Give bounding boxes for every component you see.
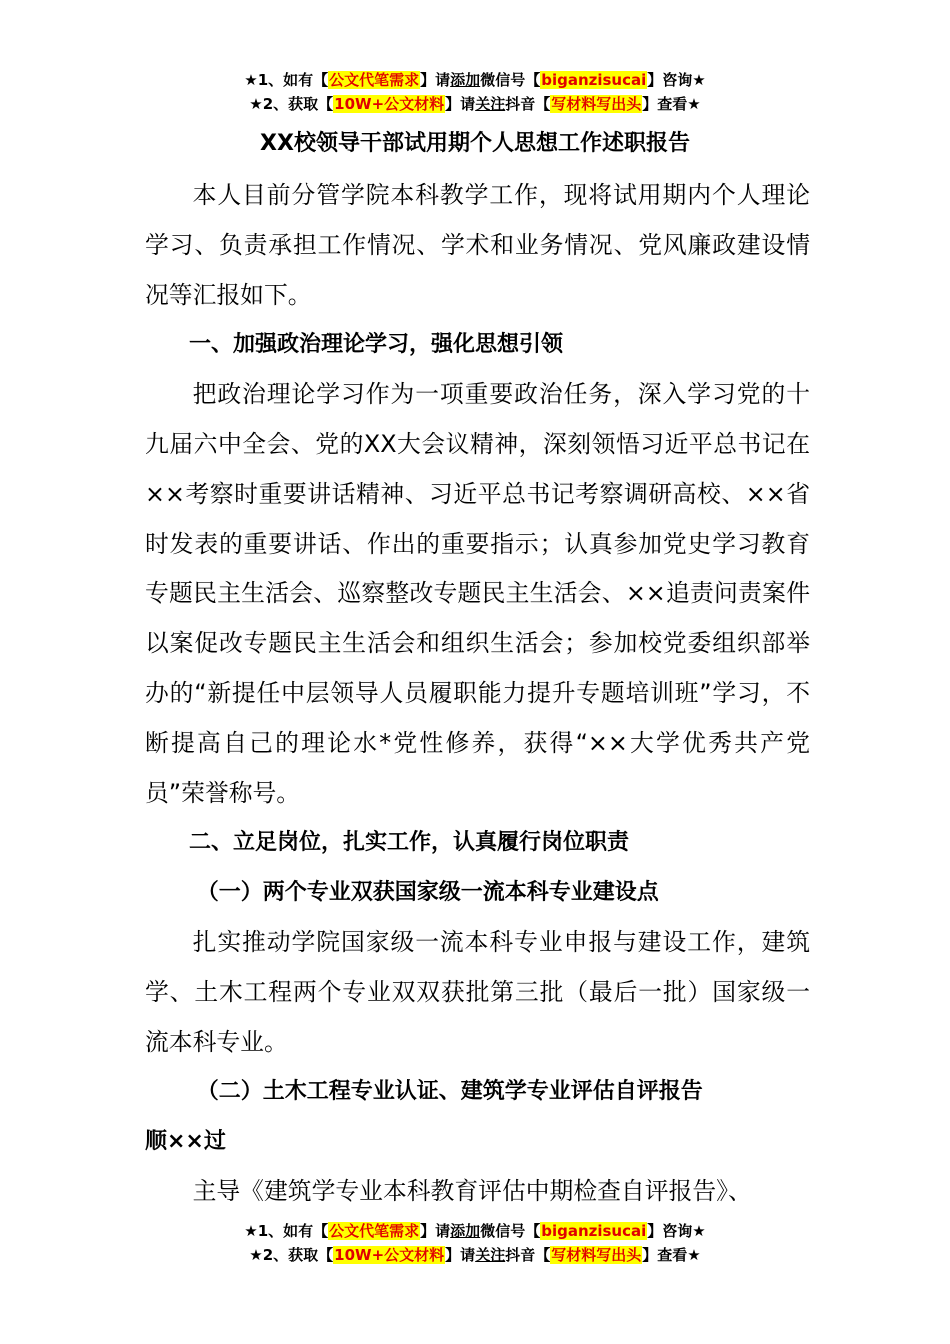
star-icon: ★ (687, 95, 701, 113)
subsection-heading-2-line1: （二）土木工程专业认证、建筑学专业评估自评报告 (196, 1079, 703, 1105)
banner-line-1 (0, 68, 950, 92)
highlight-wechat-id: biganzisucai (541, 1222, 647, 1240)
banner-text: 】查看 (642, 1246, 688, 1264)
highlight-wechat-id: biganzisucai (541, 71, 647, 89)
banner-underlined-text: 关注 (475, 1246, 506, 1264)
banner-line-2 (0, 92, 950, 116)
banner-text: 】请 (420, 1222, 451, 1240)
banner-text: 抖音【 (505, 95, 551, 113)
highlight-service: 公文代笔需求 (329, 71, 420, 89)
banner-text: 1、如有【 (257, 1222, 329, 1240)
banner-text: 2、获取【 (262, 95, 334, 113)
banner-text: 】查看 (642, 95, 688, 113)
banner-text: 】请 (445, 95, 476, 113)
banner-text: 抖音【 (505, 1246, 551, 1264)
highlight-douyin: 写材料写出头 (551, 1246, 642, 1264)
top-banner (0, 68, 950, 116)
banner-text: 】咨询 (647, 71, 693, 89)
star-icon: ★ (687, 1246, 701, 1264)
section-heading-2: 二、立足岗位，扎实工作，认真履行岗位职责 (189, 830, 630, 856)
banner-text: 】咨询 (647, 1222, 693, 1240)
banner-line-2 (0, 1243, 950, 1267)
star-icon: ★ (249, 1246, 263, 1264)
document-body (145, 171, 810, 1217)
banner-text: 微信号【 (480, 1222, 541, 1240)
banner-line-1 (0, 1219, 950, 1243)
subsection-heading-1: （一）两个专业双获国家级一流本科专业建设点 (196, 880, 659, 906)
subsection2-paragraph: 主导《建筑学专业本科教育评估中期检查自评报告》、 (192, 1176, 752, 1205)
highlight-service: 公文代笔需求 (329, 1222, 420, 1240)
highlight-douyin: 写材料写出头 (551, 95, 642, 113)
subsection1-paragraph: 扎实推动学院国家级一流本科专业申报与建设工作，建筑学、土木工程两个专业双双获批第三批（最后一批）国家级一流本科专业。 (145, 927, 810, 1056)
banner-underlined-text: 添加 (450, 71, 481, 89)
banner-underlined-text: 关注 (475, 95, 506, 113)
bottom-banner (0, 1219, 950, 1267)
banner-text: 1、如有【 (257, 71, 329, 89)
section1-paragraph: 把政治理论学习作为一项重要政治任务，深入学习党的十九届六中全会、党的XX大会议精神，深刻领悟习近平总书记在××考察时重要讲话精神、习近平总书记考察调研高校、××省时发表的重要讲话、作出的重要指示；认真参加党史学习教育专题民主生活会、巡察整改专题民主生活会、××追责问责案件以案促改专题民主生活会和组织生活会；参加校党委组织部举办的“新提任中层领导人员履职能力提升专题培训班”学习，不断提高自己的理论水*党性修养，获得“××大学优秀共产党员”荣誉称号。 (145, 380, 810, 807)
highlight-materials: 10W+公文材料 (334, 95, 445, 113)
banner-text: 】请 (420, 71, 451, 89)
document-title: XX校领导干部试用期个人思想工作述职报告 (260, 131, 690, 156)
star-icon: ★ (244, 71, 258, 89)
banner-text: 微信号【 (480, 71, 541, 89)
intro-paragraph: 本人目前分管学院本科教学工作，现将试用期内个人理论学习、负责承担工作情况、学术和业务情况、党风廉政建设情况等汇报如下。 (145, 181, 810, 309)
banner-text: 】请 (445, 1246, 476, 1264)
subsection-heading-2-line2: 顺××过 (145, 1129, 226, 1155)
star-icon: ★ (692, 1222, 706, 1240)
banner-text: 2、获取【 (262, 1246, 334, 1264)
star-icon: ★ (692, 71, 706, 89)
star-icon: ★ (244, 1222, 258, 1240)
star-icon: ★ (249, 95, 263, 113)
section-heading-1: 一、加强政治理论学习，强化思想引领 (189, 332, 564, 358)
banner-underlined-text: 添加 (450, 1222, 481, 1240)
highlight-materials: 10W+公文材料 (334, 1246, 445, 1264)
